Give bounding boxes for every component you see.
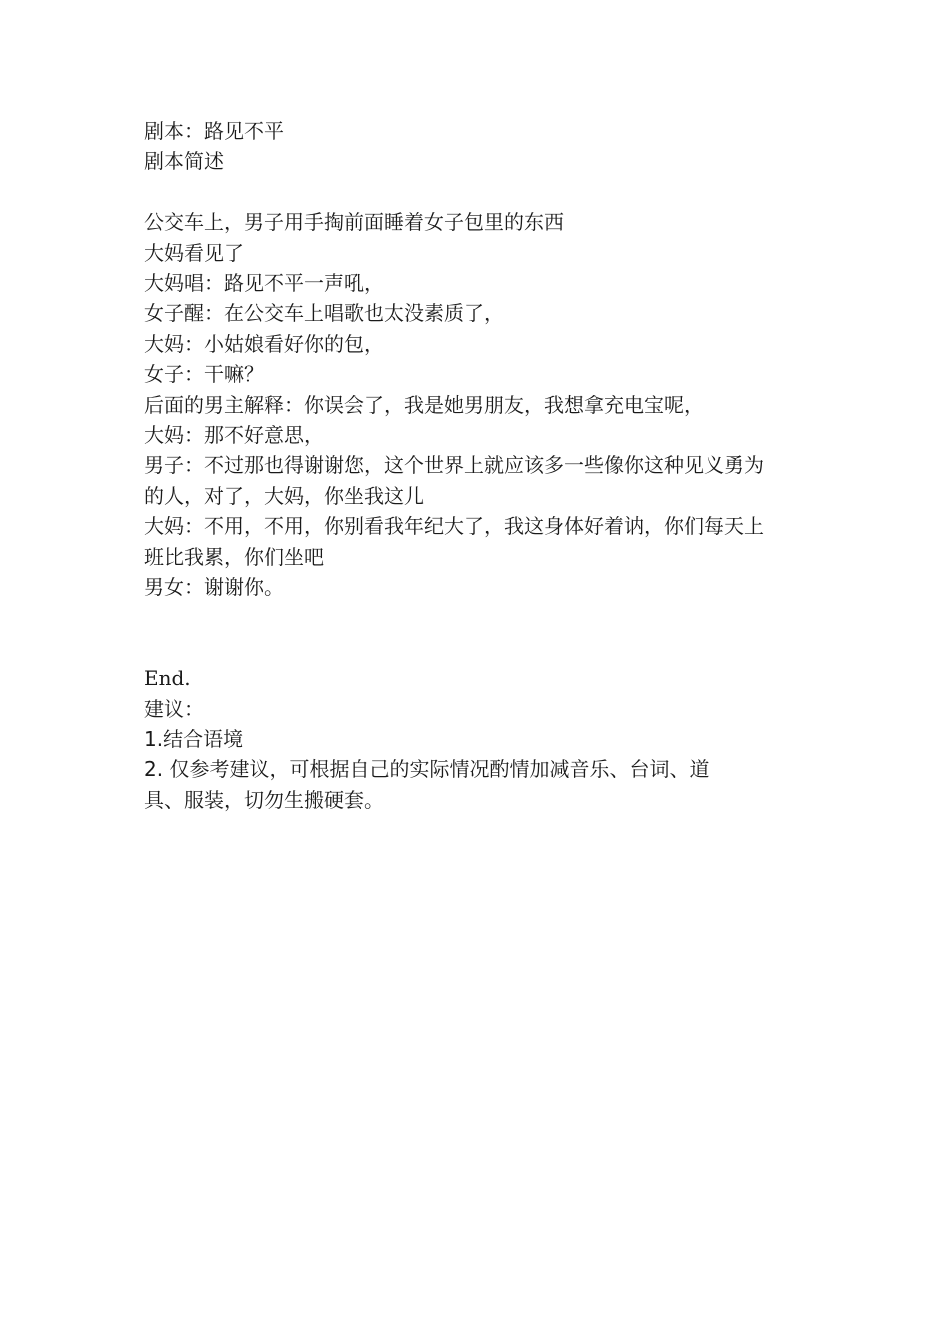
suggestion-item: 2. 仅参考建议，可根据自己的实际情况酌情加减音乐、台词、道 <box>144 757 710 782</box>
spacer <box>144 633 804 663</box>
suggestions-heading: 建议： <box>144 696 204 721</box>
script-line: 大妈：小姑娘看好你的包， <box>144 331 384 356</box>
spacer <box>144 602 804 632</box>
script-line: 大妈看见了 <box>144 240 244 265</box>
script-line: 大妈：不用，不用，你别看我年纪大了，我这身体好着讷，你们每天上 <box>144 514 764 539</box>
spacer <box>144 177 804 207</box>
script-line: 大妈唱：路见不平一声吼， <box>144 271 384 296</box>
script-line: 公交车上，男子用手掏前面睡着女子包里的东西 <box>144 210 564 235</box>
script-line: 班比我累，你们坐吧 <box>144 544 324 569</box>
script-line: 男女：谢谢你。 <box>144 575 284 600</box>
summary-heading: 剧本简述 <box>144 149 224 174</box>
document-body <box>144 116 804 815</box>
script-title: 剧本：路见不平 <box>144 119 284 143</box>
suggestion-item: 具、服装，切勿生搬硬套。 <box>144 787 384 812</box>
script-line: 女子醒：在公交车上唱歌也太没素质了， <box>144 301 504 326</box>
suggestion-item: 1.结合语境 <box>144 727 244 752</box>
script-line: 后面的男主解释：你误会了，我是她男朋友，我想拿充电宝呢， <box>144 392 704 417</box>
script-line: 男子：不过那也得谢谢您，这个世界上就应该多一些像你这种见义勇为 <box>144 453 764 478</box>
script-line: 的人，对了，大妈，你坐我这儿 <box>144 483 424 508</box>
end-marker: End. <box>144 666 191 691</box>
script-line: 大妈：那不好意思， <box>144 423 324 448</box>
script-line: 女子：干嘛？ <box>144 362 264 387</box>
